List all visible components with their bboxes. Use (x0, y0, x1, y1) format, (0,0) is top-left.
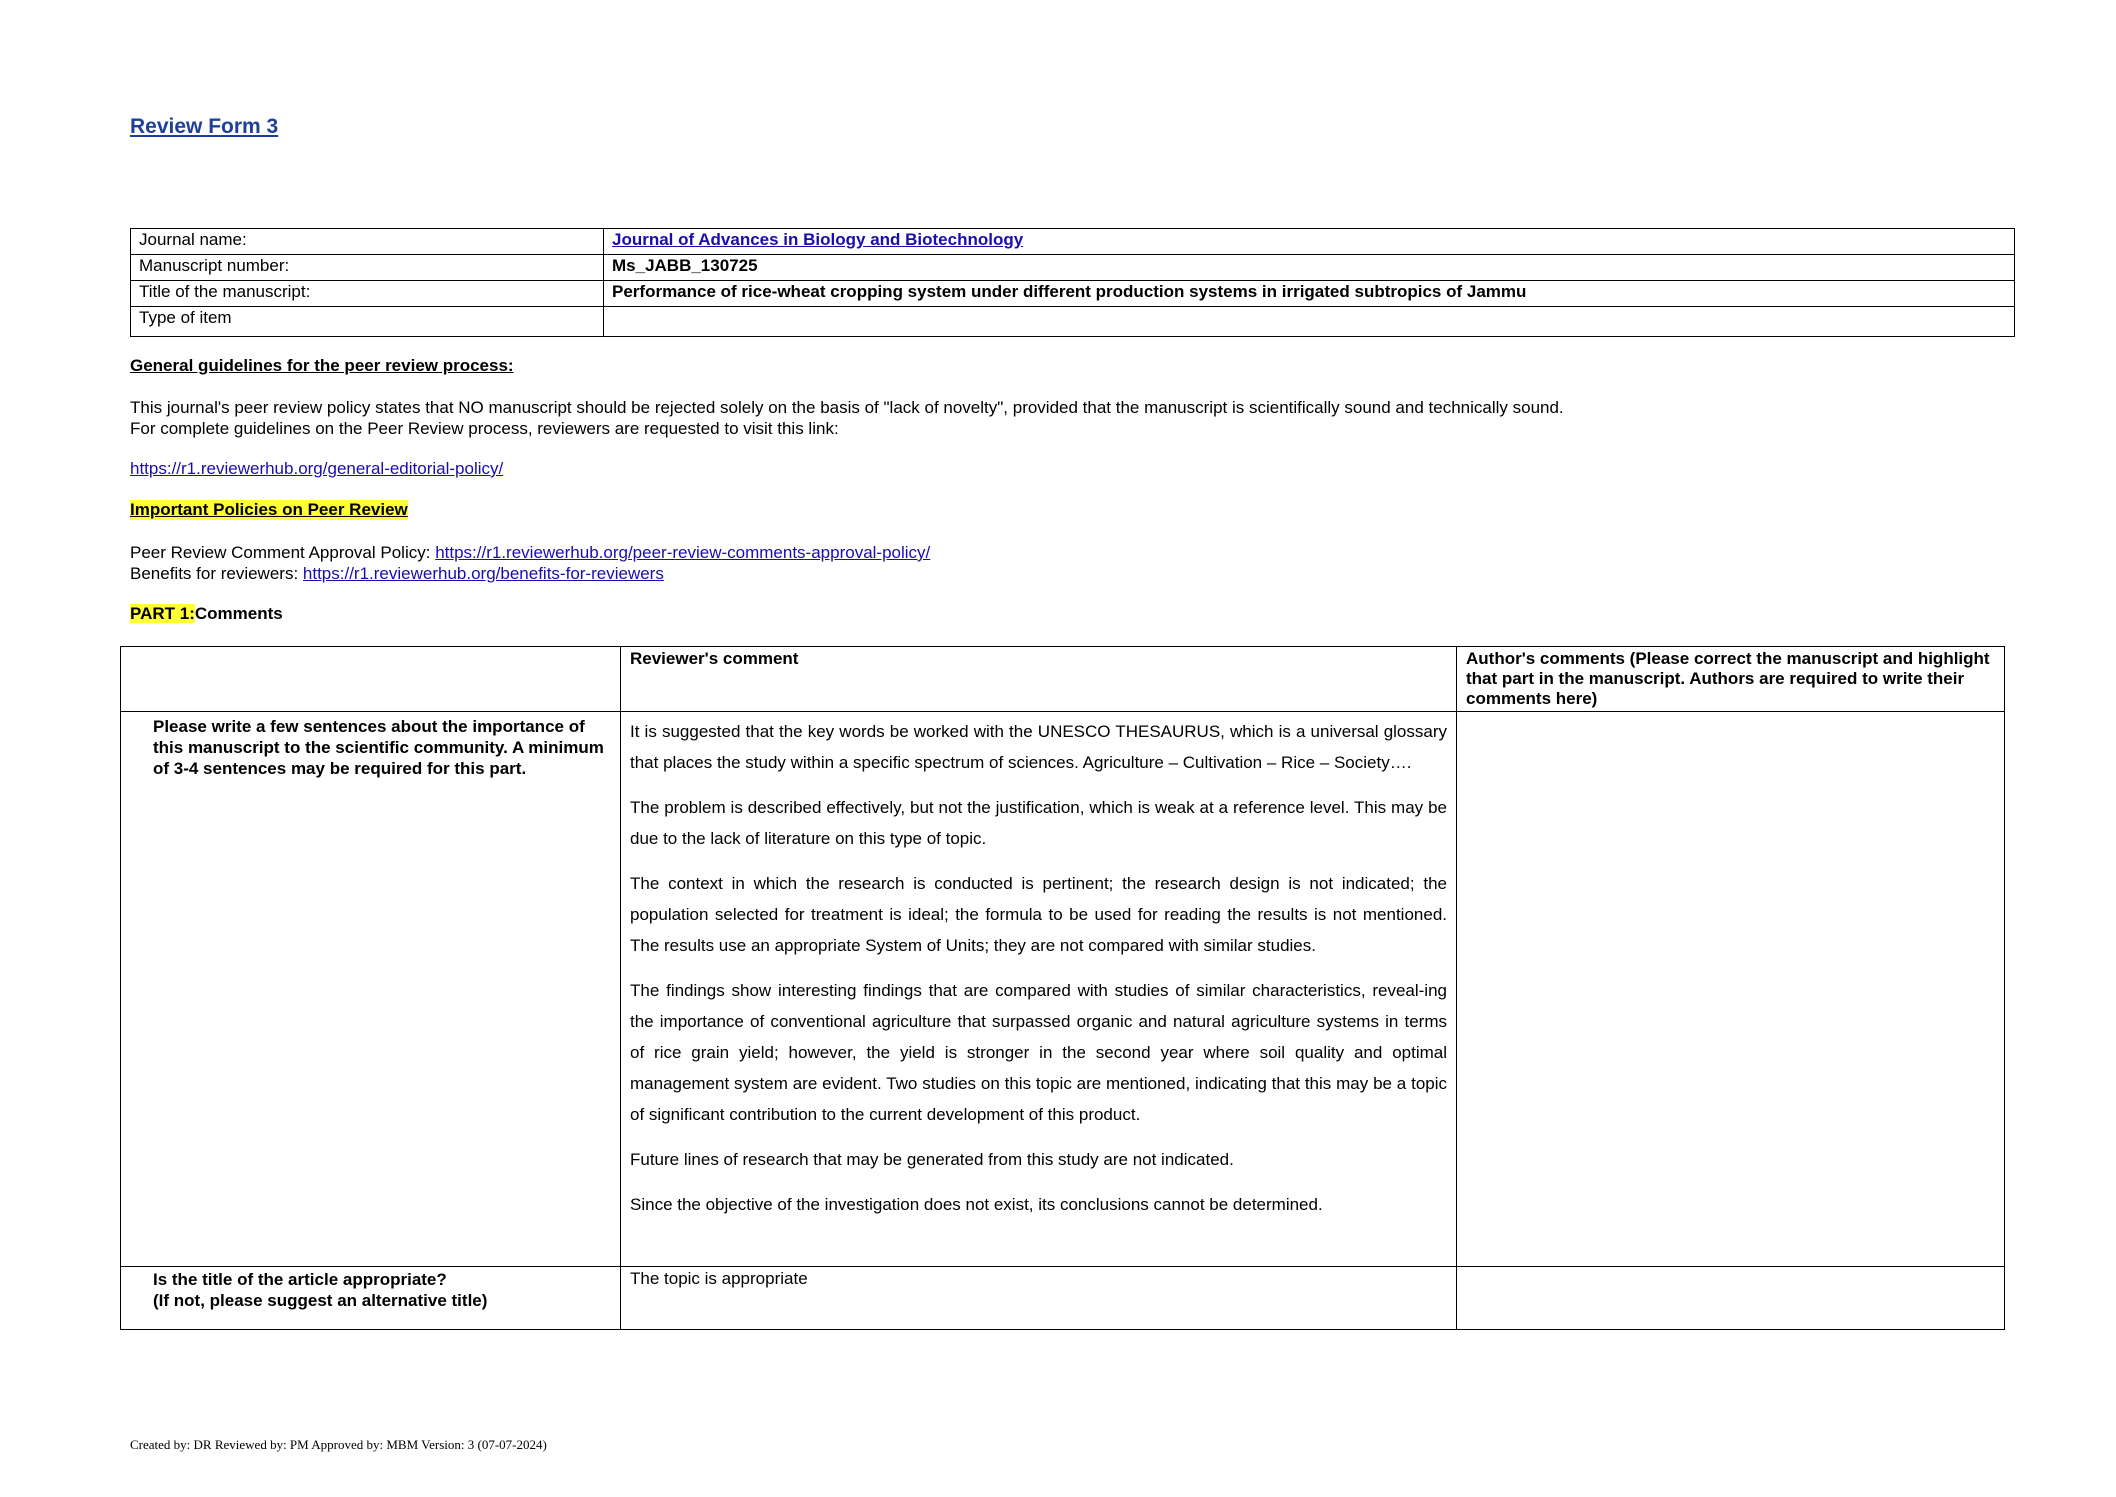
guidelines-heading: General guidelines for the peer review process: (130, 356, 514, 375)
part1-heading (130, 604, 283, 624)
title-reviewer-comment: The topic is appropriate (621, 1267, 1457, 1330)
manuscript-title-value: Performance of rice-wheat cropping system under different production systems in irrigated subtropics of Jammu (604, 281, 2015, 307)
benefits-line (130, 563, 930, 584)
manuscript-number-label: Manuscript number: (131, 255, 604, 281)
table-row (131, 255, 2015, 281)
part1-title: Comments (194, 604, 283, 623)
reviewer-paragraph: The findings show interesting findings that are compared with studies of similar characteristics, reveal-ing the importance of conventional agriculture that surpassed organic and natural agriculture systems in terms of rice grain yield; however, the yield is stronger in the second year where soil quality and optimal management system are evident. Two studies on this topic are mentioned, indicating that this may be a topic of significant contribution to the current development of this product. (630, 981, 1447, 1124)
manuscript-info-table (130, 228, 2015, 337)
importance-reviewer-comment (621, 712, 1457, 1267)
importance-question: Please write a few sentences about the importance of this manuscript to the scientific community. A minimum of 3-4 sentences may be required for this part. (121, 712, 621, 1267)
reviewer-paragraph: The problem is described effectively, but not the justification, which is weak at a reference level. This may be due to the lack of literature on this type of topic. (630, 798, 1447, 848)
author-comment-header: Author's comments (Please correct the manuscript and highlight that part in the manuscript. Authors are required to write their comments here) (1457, 647, 2005, 712)
type-of-item-value[interactable] (604, 307, 2015, 337)
form-title: Review Form 3 (130, 115, 279, 138)
title-author-comment[interactable] (1457, 1267, 2005, 1330)
importance-author-comment[interactable] (1457, 712, 2005, 1267)
journal-name-label: Journal name: (131, 229, 604, 255)
reviewer-paragraph: The context in which the research is conducted is pertinent; the research design is not indicated; the population selected for treatment is ideal; the formula to be used for reading the results is not mentioned. The results use an appropriate System of Units; they are not compared with similar studies. (630, 874, 1447, 955)
part1-label: PART 1: (130, 604, 195, 623)
reviewer-comment-header: Reviewer's comment (621, 647, 1457, 712)
title-question-line-1: Is the title of the article appropriate? (153, 1270, 447, 1289)
document-footer: Created by: DR Reviewed by: PM Approved by: MBM Version: 3 (07-07-2024) (130, 1437, 547, 1452)
reviewer-paragraph: Future lines of research that may be generated from this study are not indicated. (630, 1150, 1234, 1169)
guidelines-line-1: This journal's peer review policy states that NO manuscript should be rejected solely on the basis of "lack of novelty", provided that the manuscript is scientifically sound and technically sound. (130, 398, 1564, 417)
journal-name-value (604, 229, 2015, 255)
guidelines-line-2: For complete guidelines on the Peer Review process, reviewers are requested to visit this link: (130, 419, 839, 438)
journal-name-link[interactable]: Journal of Advances in Biology and Biotechnology (612, 230, 1024, 249)
general-editorial-policy-link[interactable]: https://r1.reviewerhub.org/general-editorial-policy/ (130, 459, 504, 478)
guidelines-link-wrap (130, 459, 503, 479)
title-question-line-2: (If not, please suggest an alternative title) (153, 1291, 488, 1310)
benefits-link[interactable]: https://r1.reviewerhub.org/benefits-for-reviewers (302, 564, 664, 583)
type-of-item-label: Type of item (131, 307, 604, 337)
approval-policy-link[interactable]: https://r1.reviewerhub.org/peer-review-comments-approval-policy/ (435, 543, 931, 562)
table-row (121, 1267, 2005, 1330)
guidelines-text (130, 397, 1930, 439)
approval-policy-label: Peer Review Comment Approval Policy: (130, 543, 436, 562)
reviewer-paragraph: Since the objective of the investigation does not exist, its conclusions cannot be determined. (630, 1195, 1323, 1214)
title-question (121, 1267, 621, 1330)
manuscript-title-label: Title of the manuscript: (131, 281, 604, 307)
benefits-label: Benefits for reviewers: (130, 564, 303, 583)
manuscript-number-value: Ms_JABB_130725 (604, 255, 2015, 281)
table-header-row (121, 647, 2005, 712)
table-row (131, 229, 2015, 255)
important-policies-heading: Important Policies on Peer Review (130, 500, 408, 519)
table-row (131, 281, 2015, 307)
comments-table (120, 646, 2005, 1330)
header-empty-cell (121, 647, 621, 712)
approval-policy-line (130, 542, 930, 563)
reviewer-paragraph: It is suggested that the key words be worked with the UNESCO THESAURUS, which is a universal glossary that places the study within a specific spectrum of sciences. Agriculture – Cultivation – Rice – Society…. (630, 722, 1447, 772)
table-row (121, 712, 2005, 1267)
table-row (131, 307, 2015, 337)
policy-links (130, 542, 930, 584)
